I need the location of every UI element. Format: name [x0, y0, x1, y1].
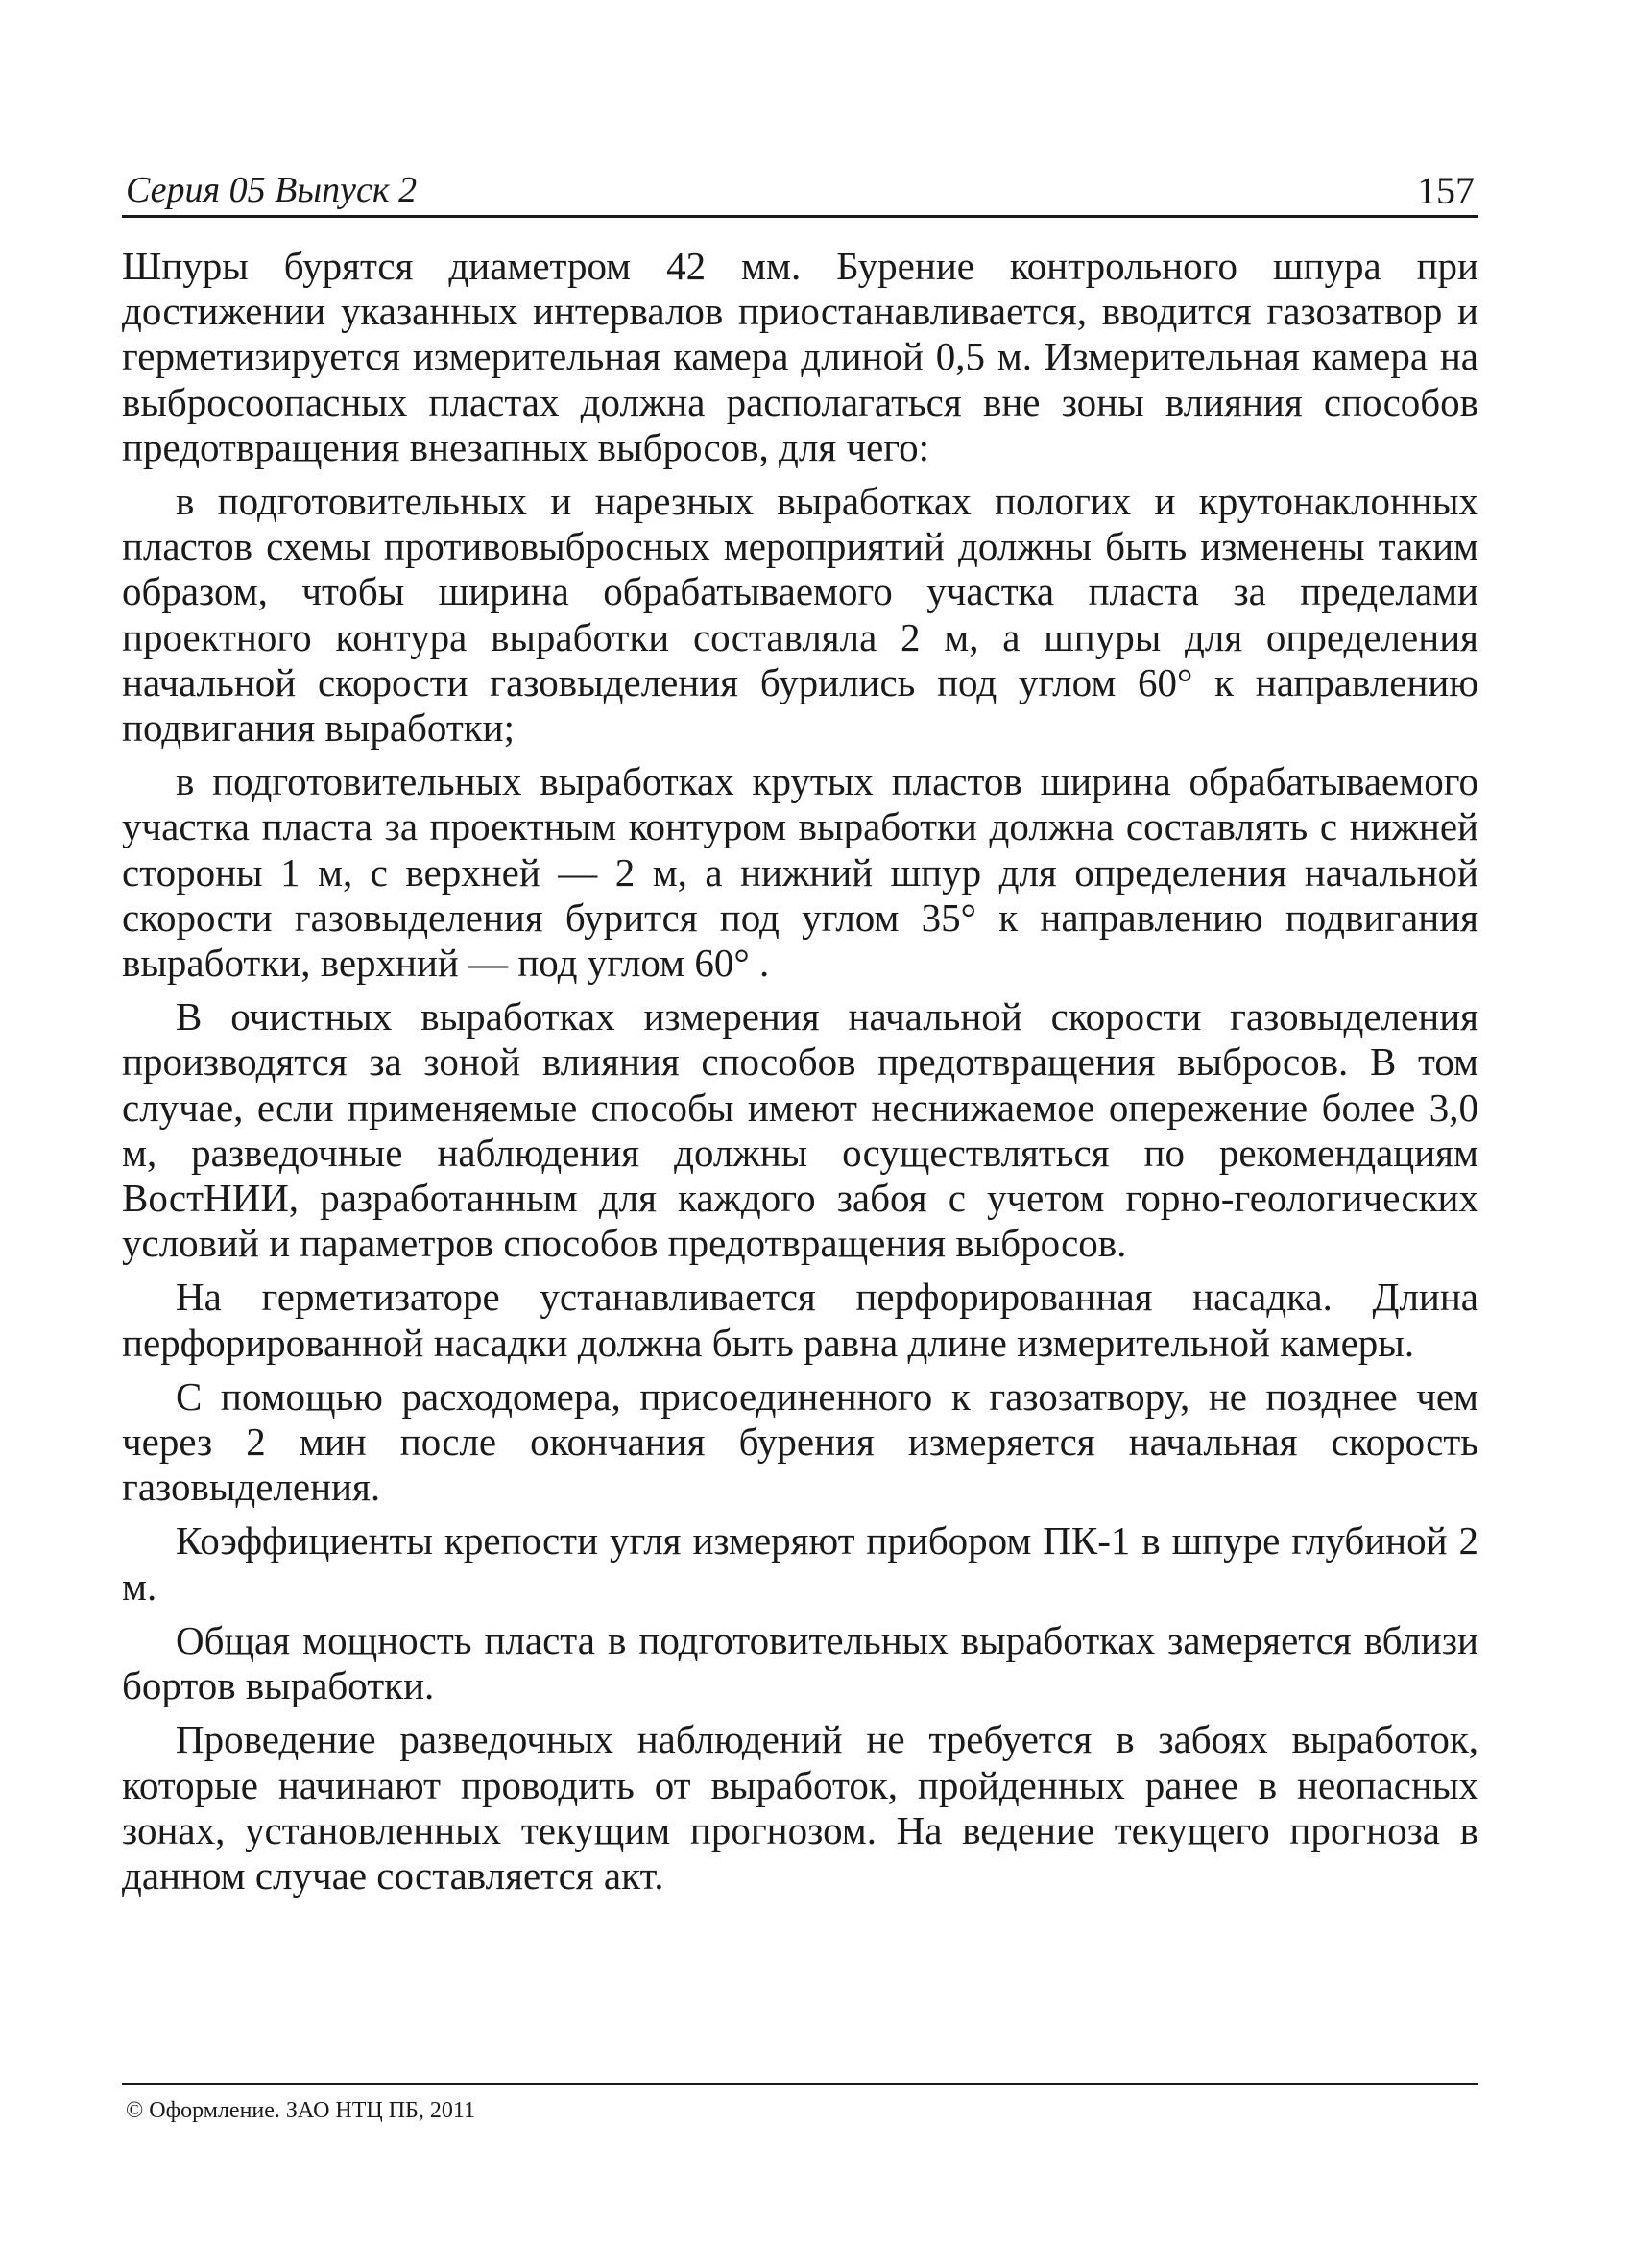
paragraph-development-workings: в подготовительных и нарезных выработках пологих и крутонаклонных пластов схемы противовыбросных мероприятий должны быть изменены таким образом, чтобы ширина обрабатываемого участка пласта за пределами проектного контура выработки составляла 2 м, а шпуры для определения начальной скорости газовыделения бурились под углом 60° к направлению подвигания выработки; — [122, 479, 1478, 751]
paragraph-coal-strength: Коэффициенты крепости угля измеряют прибором ПК-1 в шпуре глубиной 2 м. — [122, 1518, 1478, 1609]
series-title: Серия 05 Выпуск 2 — [126, 170, 418, 210]
document-body — [122, 244, 1478, 1907]
page-header — [122, 163, 1478, 218]
page-footer — [122, 2083, 1478, 2125]
paragraph-perforated-nozzle: На герметизаторе устанавливается перфорированная насадка. Длина перфорированной насадки должна быть равна длине измерительной камеры. — [122, 1275, 1478, 1365]
page-number: 157 — [1417, 169, 1475, 212]
paragraph-seam-thickness: Общая мощность пласта в подготовительных выработках замеряется вблизи бортов выработки. — [122, 1617, 1478, 1708]
paragraph-steep-seams: в подготовительных выработках крутых пластов ширина обрабатываемого участка пласта за проектным контуром выработки должна составлять с нижней стороны 1 м, с верхней — 2 м, а нижний шпур для определения начальной скорости газовыделения бурится под углом 35° к направлению подвигания выработки, верхний — под углом 60° . — [122, 759, 1478, 986]
paragraph-stope-workings: В очистных выработках измерения начальной скорости газовыделения производятся за зоной влияния способов предотвращения выбросов. В том случае, если применяемые способы имеют неснижаемое опережение более 3,0 м, разведочные наблюдения должны осуществляться по рекомендациям ВостНИИ, разработанным для каждого забоя с учетом горно-геологических условий и параметров способов предотвращения выбросов. — [122, 994, 1478, 1266]
copyright-notice: © Оформление. ЗАО НТЦ ПБ, 2011 — [126, 2098, 475, 2123]
paragraph-exploratory-observations: Проведение разведочных наблюдений не требуется в забоях выработок, которые начинают проводить от выработок, пройденных ранее в неопасных зонах, установленных текущим прогнозом. На ведение текущего прогноза в данном случае составляется акт. — [122, 1717, 1478, 1898]
paragraph-flowmeter: С помощью расходомера, присоединенного к газозатвору, не позднее чем через 2 мин после окончания бурения измеряется начальная скорость газовыделения. — [122, 1373, 1478, 1510]
paragraph-boreholes: Шпуры бурятся диаметром 42 мм. Бурение контрольного шпура при достижении указанных интервалов приостанавливается, вводится газозатвор и герметизируется измерительная камера длиной 0,5 м. Измерительная камера на выбросоопасных пластах должна располагаться вне зоны влияния способов предотвращения внезапных выбросов, для чего: — [122, 244, 1478, 469]
